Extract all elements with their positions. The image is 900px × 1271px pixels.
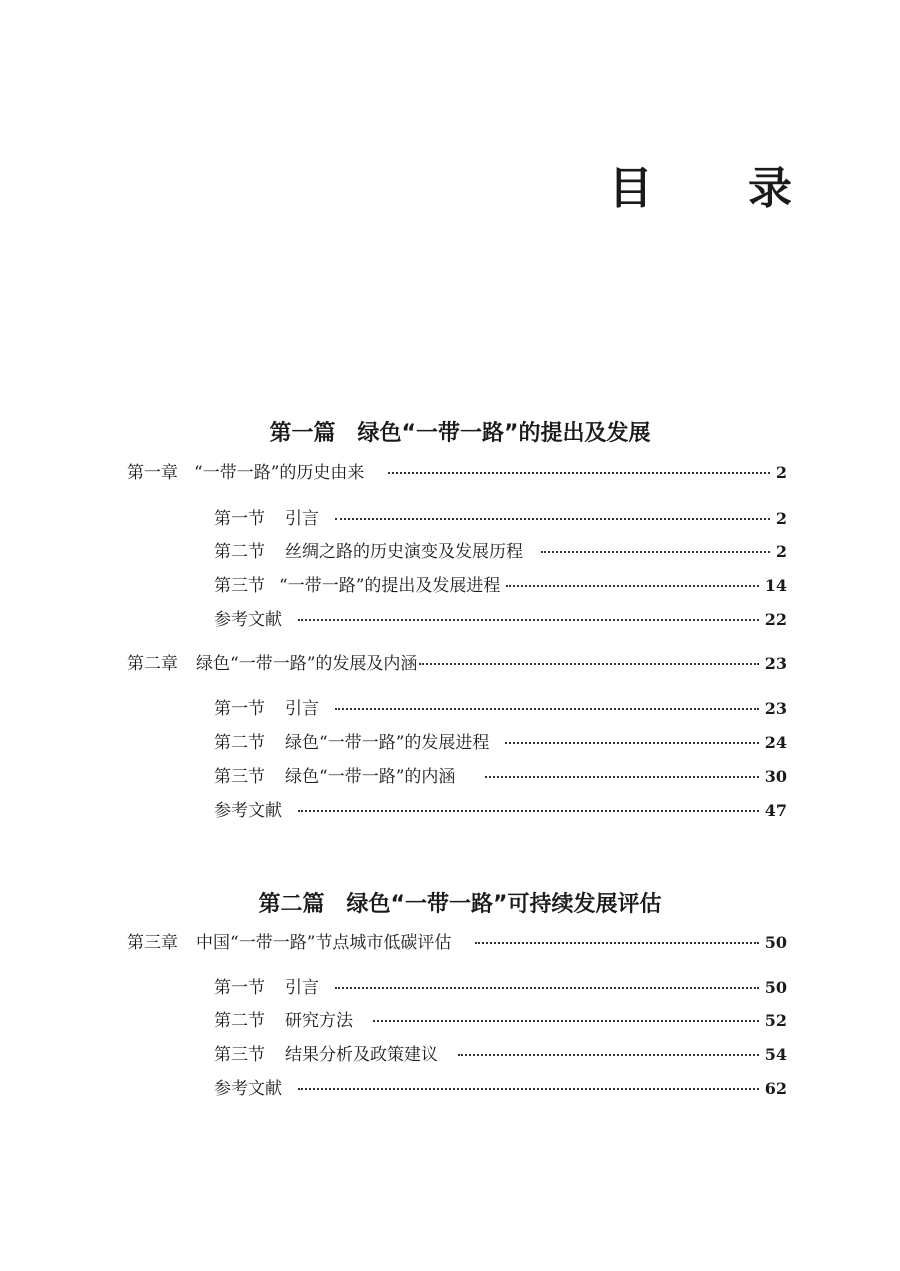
entry-page: 62 [764,1079,787,1098]
entry-name: 引言 [285,509,319,529]
toc-section-entry[interactable] [214,540,787,564]
entry-name: 引言 [285,978,319,998]
leader-dots [335,987,759,989]
leader-dots [298,1088,759,1090]
entry-name: “一带一路”的提出及发展进程 [279,576,501,596]
page-title: 目 录 [608,163,832,214]
toc-chapter-entry[interactable] [127,652,787,676]
entry-label: 第一章 [127,463,178,483]
entry-page: 2 [775,509,787,528]
entry-page: 14 [764,576,787,595]
leader-dots [388,472,769,474]
toc-section-entry[interactable] [214,1043,787,1067]
toc-references-entry[interactable] [214,608,787,632]
entry-page: 30 [764,767,787,786]
toc-chapter-entry[interactable] [127,461,787,485]
toc-references-entry[interactable] [214,799,787,823]
toc-section-entry[interactable] [214,1009,787,1033]
leader-dots [485,776,758,778]
part-title: 第一篇 绿色“一带一路”的提出及发展 [269,421,651,446]
entry-name: 结果分析及政策建议 [285,1045,438,1065]
toc-chapter-entry[interactable] [127,931,787,955]
entry-label: 第一节 [214,699,265,719]
entry-name: 中国“一带一路”节点城市低碳评估 [196,933,452,953]
entry-label: 第一节 [214,509,265,529]
entry-label: 第三节 [214,576,265,596]
entry-page: 23 [764,654,787,673]
toc-section-entry[interactable] [214,976,787,1000]
entry-label: 第二节 [214,733,265,753]
toc-section-entry[interactable] [214,697,787,721]
entry-label: 第二节 [214,542,265,562]
entry-label: 第三章 [127,933,178,953]
leader-dots [419,663,758,665]
leader-dots [541,551,770,553]
toc-references-entry[interactable] [214,1077,787,1101]
entry-page: 52 [764,1011,787,1030]
entry-name: 绿色“一带一路”的发展进程 [285,733,490,753]
entry-label: 第三节 [214,1045,265,1065]
entry-page: 23 [764,699,787,718]
leader-dots [298,619,759,621]
entry-name: “一带一路”的历史由来 [194,463,365,483]
leader-dots [458,1054,759,1056]
leader-dots [506,585,758,587]
entry-name: 绿色“一带一路”的发展及内涵 [196,654,418,674]
entry-name: 引言 [285,699,319,719]
entry-name: 研究方法 [285,1011,353,1031]
entry-page: 50 [764,933,787,952]
entry-name: 参考文献 [214,1079,282,1099]
entry-label: 第二节 [214,1011,265,1031]
leader-dots [475,942,758,944]
entry-name: 参考文献 [214,610,282,630]
entry-page: 47 [764,801,787,820]
leader-dots [335,518,770,520]
entry-page: 54 [764,1045,787,1064]
leader-dots [373,1020,759,1022]
leader-dots [335,708,759,710]
toc-section-entry[interactable] [214,765,787,789]
entry-page: 2 [775,463,787,482]
entry-name: 参考文献 [214,801,282,821]
entry-page: 50 [764,978,787,997]
entry-page: 22 [764,610,787,629]
leader-dots [505,742,758,744]
leader-dots [298,810,759,812]
entry-name: 丝绸之路的历史演变及发展历程 [285,542,523,562]
entry-label: 第三节 [214,767,265,787]
toc-section-entry[interactable] [214,574,787,598]
entry-label: 第二章 [127,654,178,674]
entry-name: 绿色“一带一路”的内涵 [285,767,456,787]
toc-section-entry[interactable] [214,731,787,755]
entry-page: 2 [775,542,787,561]
entry-page: 24 [764,733,787,752]
toc-section-entry[interactable] [214,507,787,531]
part-title: 第二篇 绿色“一带一路”可持续发展评估 [258,892,662,917]
entry-label: 第一节 [214,978,265,998]
